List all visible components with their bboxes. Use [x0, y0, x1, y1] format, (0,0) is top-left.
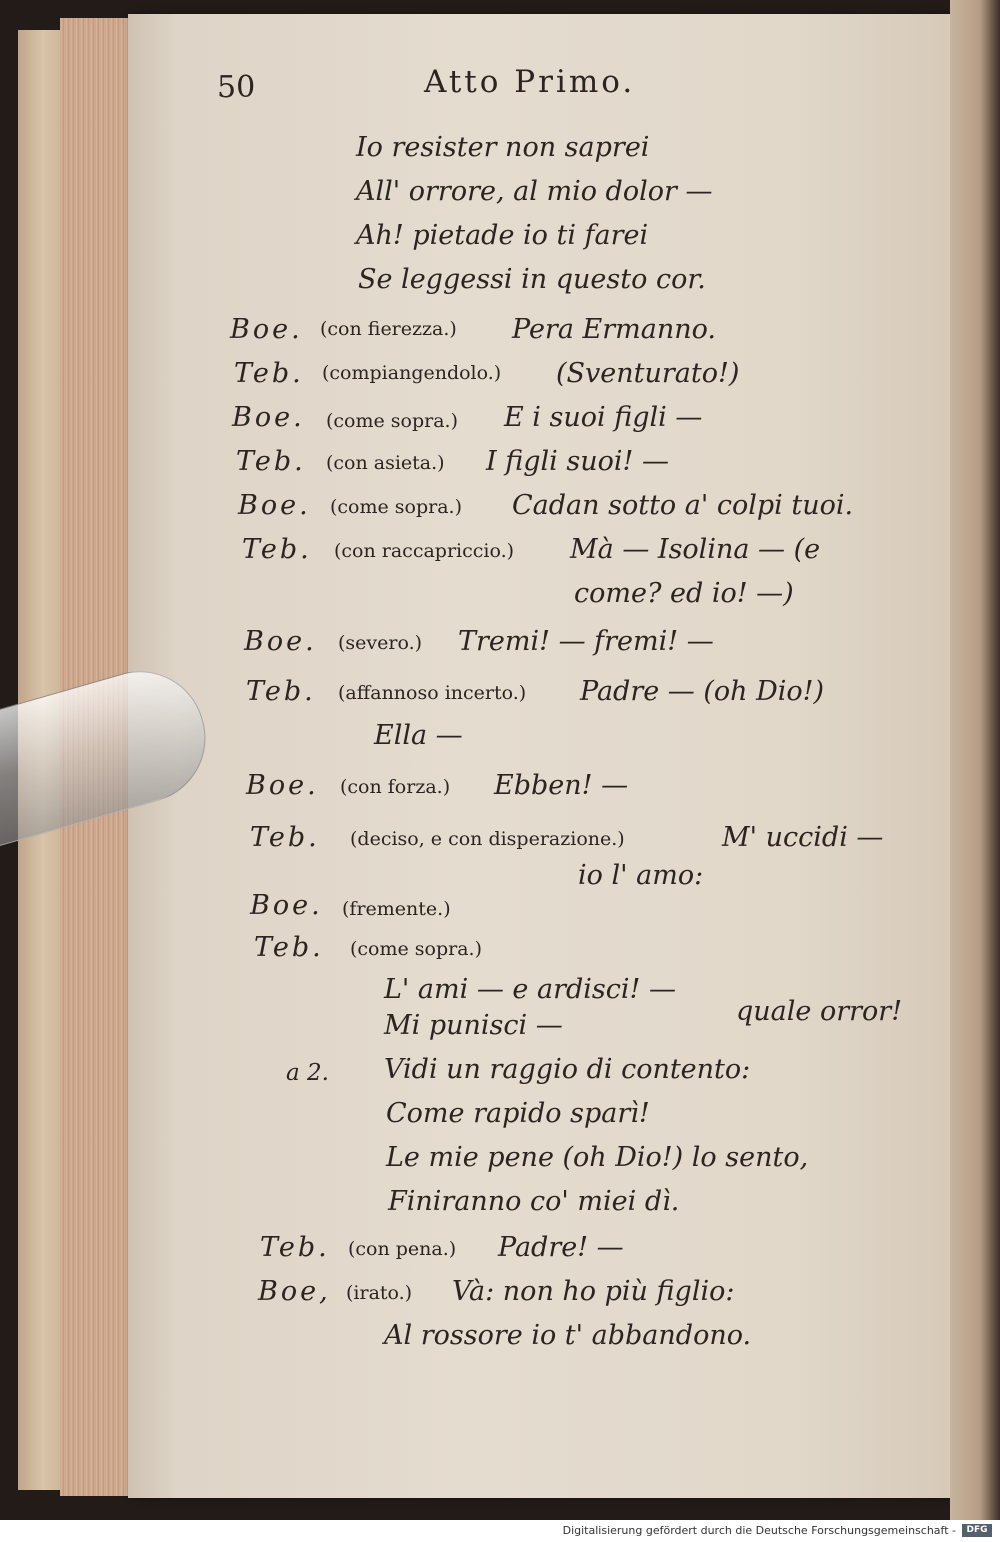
stage-direction: (come sopra.) [330, 496, 463, 518]
dialogue-line: M' uccidi — [722, 822, 884, 853]
dialogue-line: Và: non ho più figlio: [452, 1276, 735, 1307]
stage-direction: (fremente.) [342, 898, 451, 920]
dialogue-line: Cadan sotto a' colpi tuoi. [512, 490, 854, 521]
footer-credit: Digitalisierung gefördert durch die Deutsche Forschungsgemeinschaft - [562, 1524, 956, 1537]
stage-direction: (con fierezza.) [320, 318, 457, 340]
speaker-name: Teb. [234, 358, 304, 389]
speaker-name: Boe. [238, 490, 311, 521]
verse-line: Finiranno co' miei dì. [388, 1186, 680, 1217]
speaker-name: Boe. [250, 890, 323, 921]
running-head: Atto Primo. [424, 64, 636, 100]
verse-line: All' orrore, al mio dolor — [356, 176, 713, 207]
speaker-name: Teb. [250, 822, 320, 853]
stage-direction: (con raccapriccio.) [334, 540, 515, 562]
verse-line: Io resister non saprei [356, 132, 650, 163]
book-gutter [950, 0, 1000, 1520]
speaker-name: Boe. [246, 770, 319, 801]
speaker-name: Boe. [232, 402, 305, 433]
speaker-name: Teb. [242, 534, 312, 565]
speaker-name: Teb. [236, 446, 306, 477]
stage-direction: (come sopra.) [350, 938, 483, 960]
speaker-name: Boe, [258, 1276, 331, 1307]
speaker-name: Boe. [244, 626, 317, 657]
stage-direction: (con pena.) [348, 1238, 457, 1260]
stage-direction: (irato.) [346, 1282, 413, 1304]
dialogue-continuation: io l' amo: [578, 860, 704, 891]
dialogue-line: Padre — (oh Dio!) [580, 676, 825, 707]
speaker-name: Teb. [260, 1232, 330, 1263]
verse-line: Le mie pene (oh Dio!) lo sento, [386, 1142, 809, 1173]
dialogue-line: Pera Ermanno. [512, 314, 716, 345]
verse-line: Ah! pietade io ti farei [356, 220, 649, 251]
stage-direction: (compiangendolo.) [322, 362, 502, 384]
duet-line: L' ami — e ardisci! — [384, 974, 676, 1005]
verse-line: Vidi un raggio di contento: [384, 1054, 751, 1085]
duet-line: Mi punisci — [384, 1010, 563, 1041]
stage-direction: (severo.) [338, 632, 423, 654]
verse-line: Come rapido sparì! [386, 1098, 650, 1129]
verse-line: Se leggessi in questo cor. [358, 264, 706, 295]
stage-direction: (come sopra.) [326, 410, 459, 432]
stage-direction: (deciso, e con disperazione.) [350, 828, 625, 850]
stage-direction: (affannoso incerto.) [338, 682, 527, 704]
dialogue-line: Mà — Isolina — (e [570, 534, 821, 565]
dialogue-line: Tremi! — fremi! — [458, 626, 714, 657]
stage-direction: (con asieta.) [326, 452, 445, 474]
speaker-name: Teb. [254, 932, 324, 963]
speaker-name: Boe. [230, 314, 303, 345]
duet-bracket-text: quale orror! [736, 996, 903, 1027]
speaker-name: Teb. [246, 676, 316, 707]
dialogue-line: I figli suoi! — [486, 446, 669, 477]
dialogue-continuation: Ella — [374, 720, 463, 751]
stage-direction: (con forza.) [340, 776, 451, 798]
dialogue-line: E i suoi figli — [504, 402, 703, 433]
dialogue-continuation: Al rossore io t' abbandono. [384, 1320, 752, 1351]
dfg-logo: DFG [962, 1524, 992, 1537]
a2-label: a 2. [286, 1060, 329, 1086]
dialogue-line: Padre! — [498, 1232, 624, 1263]
dialogue-continuation: come? ed io! —) [574, 578, 794, 609]
footer-bar [0, 1520, 1000, 1542]
dialogue-line: (Sventurato!) [556, 358, 740, 389]
page-number: 50 [217, 70, 256, 105]
dialogue-line: Ebben! — [494, 770, 629, 801]
